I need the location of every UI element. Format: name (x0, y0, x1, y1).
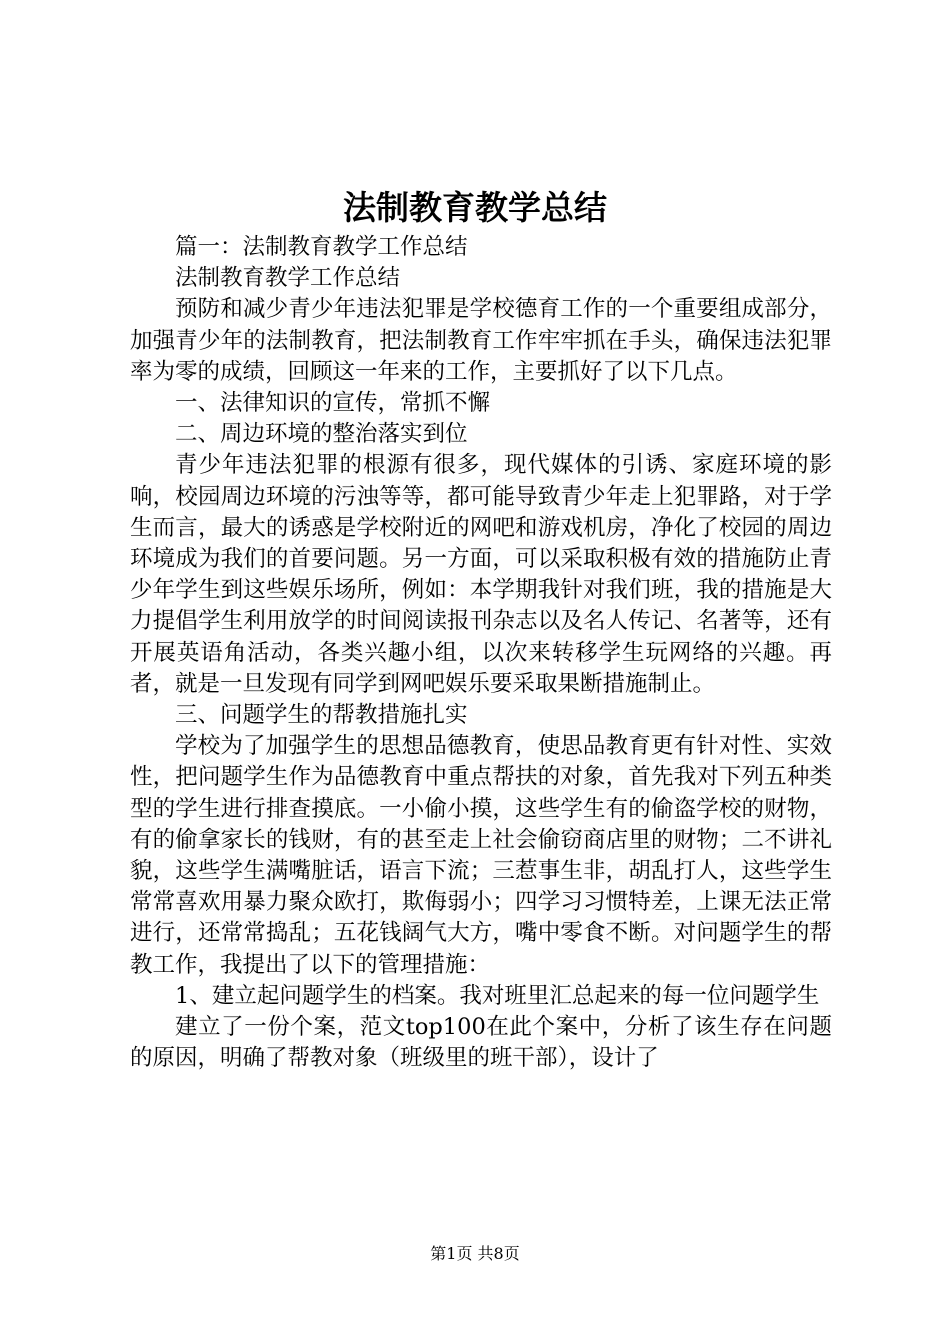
paragraph-intro: 预防和减少青少年违法犯罪是学校德育工作的一个重要组成部分，加强青少年的法制教育，把法制教育工作牢牢抓在手头，确保违法犯罪率为零的成绩，回顾这一年来的工作，主要抓好了以下几点。 (130, 296, 832, 385)
paragraph-problem-students: 学校为了加强学生的思想品德教育，使思品教育更有针对性、实效性，把问题学生作为品德教育中重点帮扶的对象，首先我对下列五种类型的学生进行排查摸底。一小偷小摸，这些学生有的偷盗学校的财物，有的偷拿家长的钱财，有的甚至走上社会偷窃商店里的财物；二不讲礼貌，这些学生满嘴脏话，语言下流；三惹事生非，胡乱打人，这些学生常常喜欢用暴力聚众欧打，欺侮弱小；四学习习惯特差，上课无法正常进行，还常常捣乱；五花钱阔气大方，嘴中零食不断。对问题学生的帮教工作，我提出了以下的管理措施： (130, 733, 832, 978)
document-body (130, 232, 832, 1074)
paragraph-subtitle: 法制教育教学工作总结 (175, 265, 401, 292)
paragraph-measure-1: 1、建立起问题学生的档案。我对班里汇总起来的每一位问题学生 (175, 982, 820, 1009)
document-title: 法制教育教学总结 (343, 188, 607, 227)
paragraph-measure-1-cont: 建立了一份个案，范文top100在此个案中，分析了该生存在问题的原因，明确了帮教对象（班级里的班干部），设计了 (130, 1014, 832, 1072)
paragraph-environment: 青少年违法犯罪的根源有很多，现代媒体的引诱、家庭环境的影响，校园周边环境的污浊等等，都可能导致青少年走上犯罪路，对于学生而言，最大的诱惑是学校附近的网吧和游戏机房，净化了校园的周边环境成为我们的首要问题。另一方面，可以采取积极有效的措施防止青少年学生到这些娱乐场所，例如：本学期我针对我们班，我的措施是大力提倡学生利用放学的时间阅读报刊杂志以及名人传记、名著等，还有开展英语角活动，各类兴趣小组，以次来转移学生玩网络的兴趣。再者，就是一旦发现有同学到网吧娱乐要采取果断措施制止。 (130, 452, 832, 697)
paragraph-heading-3: 三、问题学生的帮教措施扎实 (175, 702, 468, 729)
paragraph-heading-1: 一、法律知识的宣传，常抓不懈 (175, 390, 491, 417)
paragraph-section-heading: 篇一：法制教育教学工作总结 (175, 234, 468, 260)
page-footer: 第1页 共8页 (430, 1244, 520, 1263)
paragraph-heading-2: 二、周边环境的整治落实到位 (175, 421, 468, 448)
